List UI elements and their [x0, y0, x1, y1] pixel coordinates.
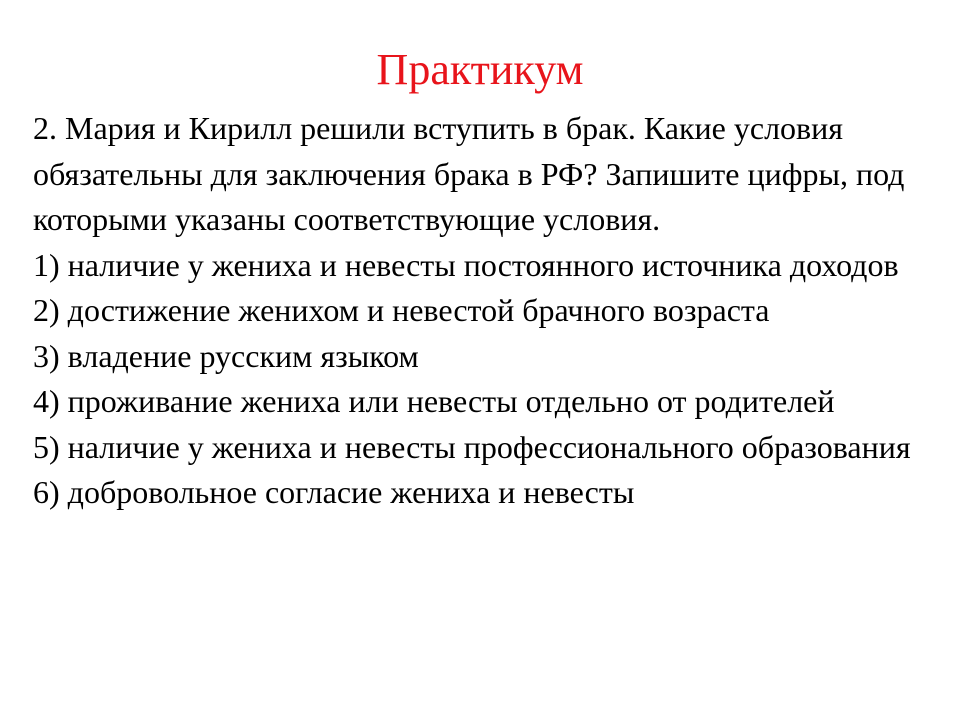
- question-text: 2. Мария и Кирилл решили вступить в брак. Какие условия обязательны для заключения брака в РФ? Запишите цифры, под которыми указаны соответствующие условия.: [33, 110, 905, 237]
- option-4: 4) проживание жениха или невесты отдельно от родителей: [33, 383, 835, 419]
- option-3: 3) владение русским языком: [33, 337, 419, 374]
- slide-body: [33, 106, 933, 516]
- option-5: 5) наличие у жениха и невесты профессионального образования: [33, 428, 911, 465]
- slide-title: Практикум: [376, 45, 584, 94]
- option-6: 6) добровольное согласие жениха и невесты: [33, 474, 635, 510]
- option-2: 2) достижение женихом и невестой брачного возраста: [33, 292, 770, 328]
- option-1: 1) наличие у жениха и невесты постоянного источника доходов: [33, 246, 899, 283]
